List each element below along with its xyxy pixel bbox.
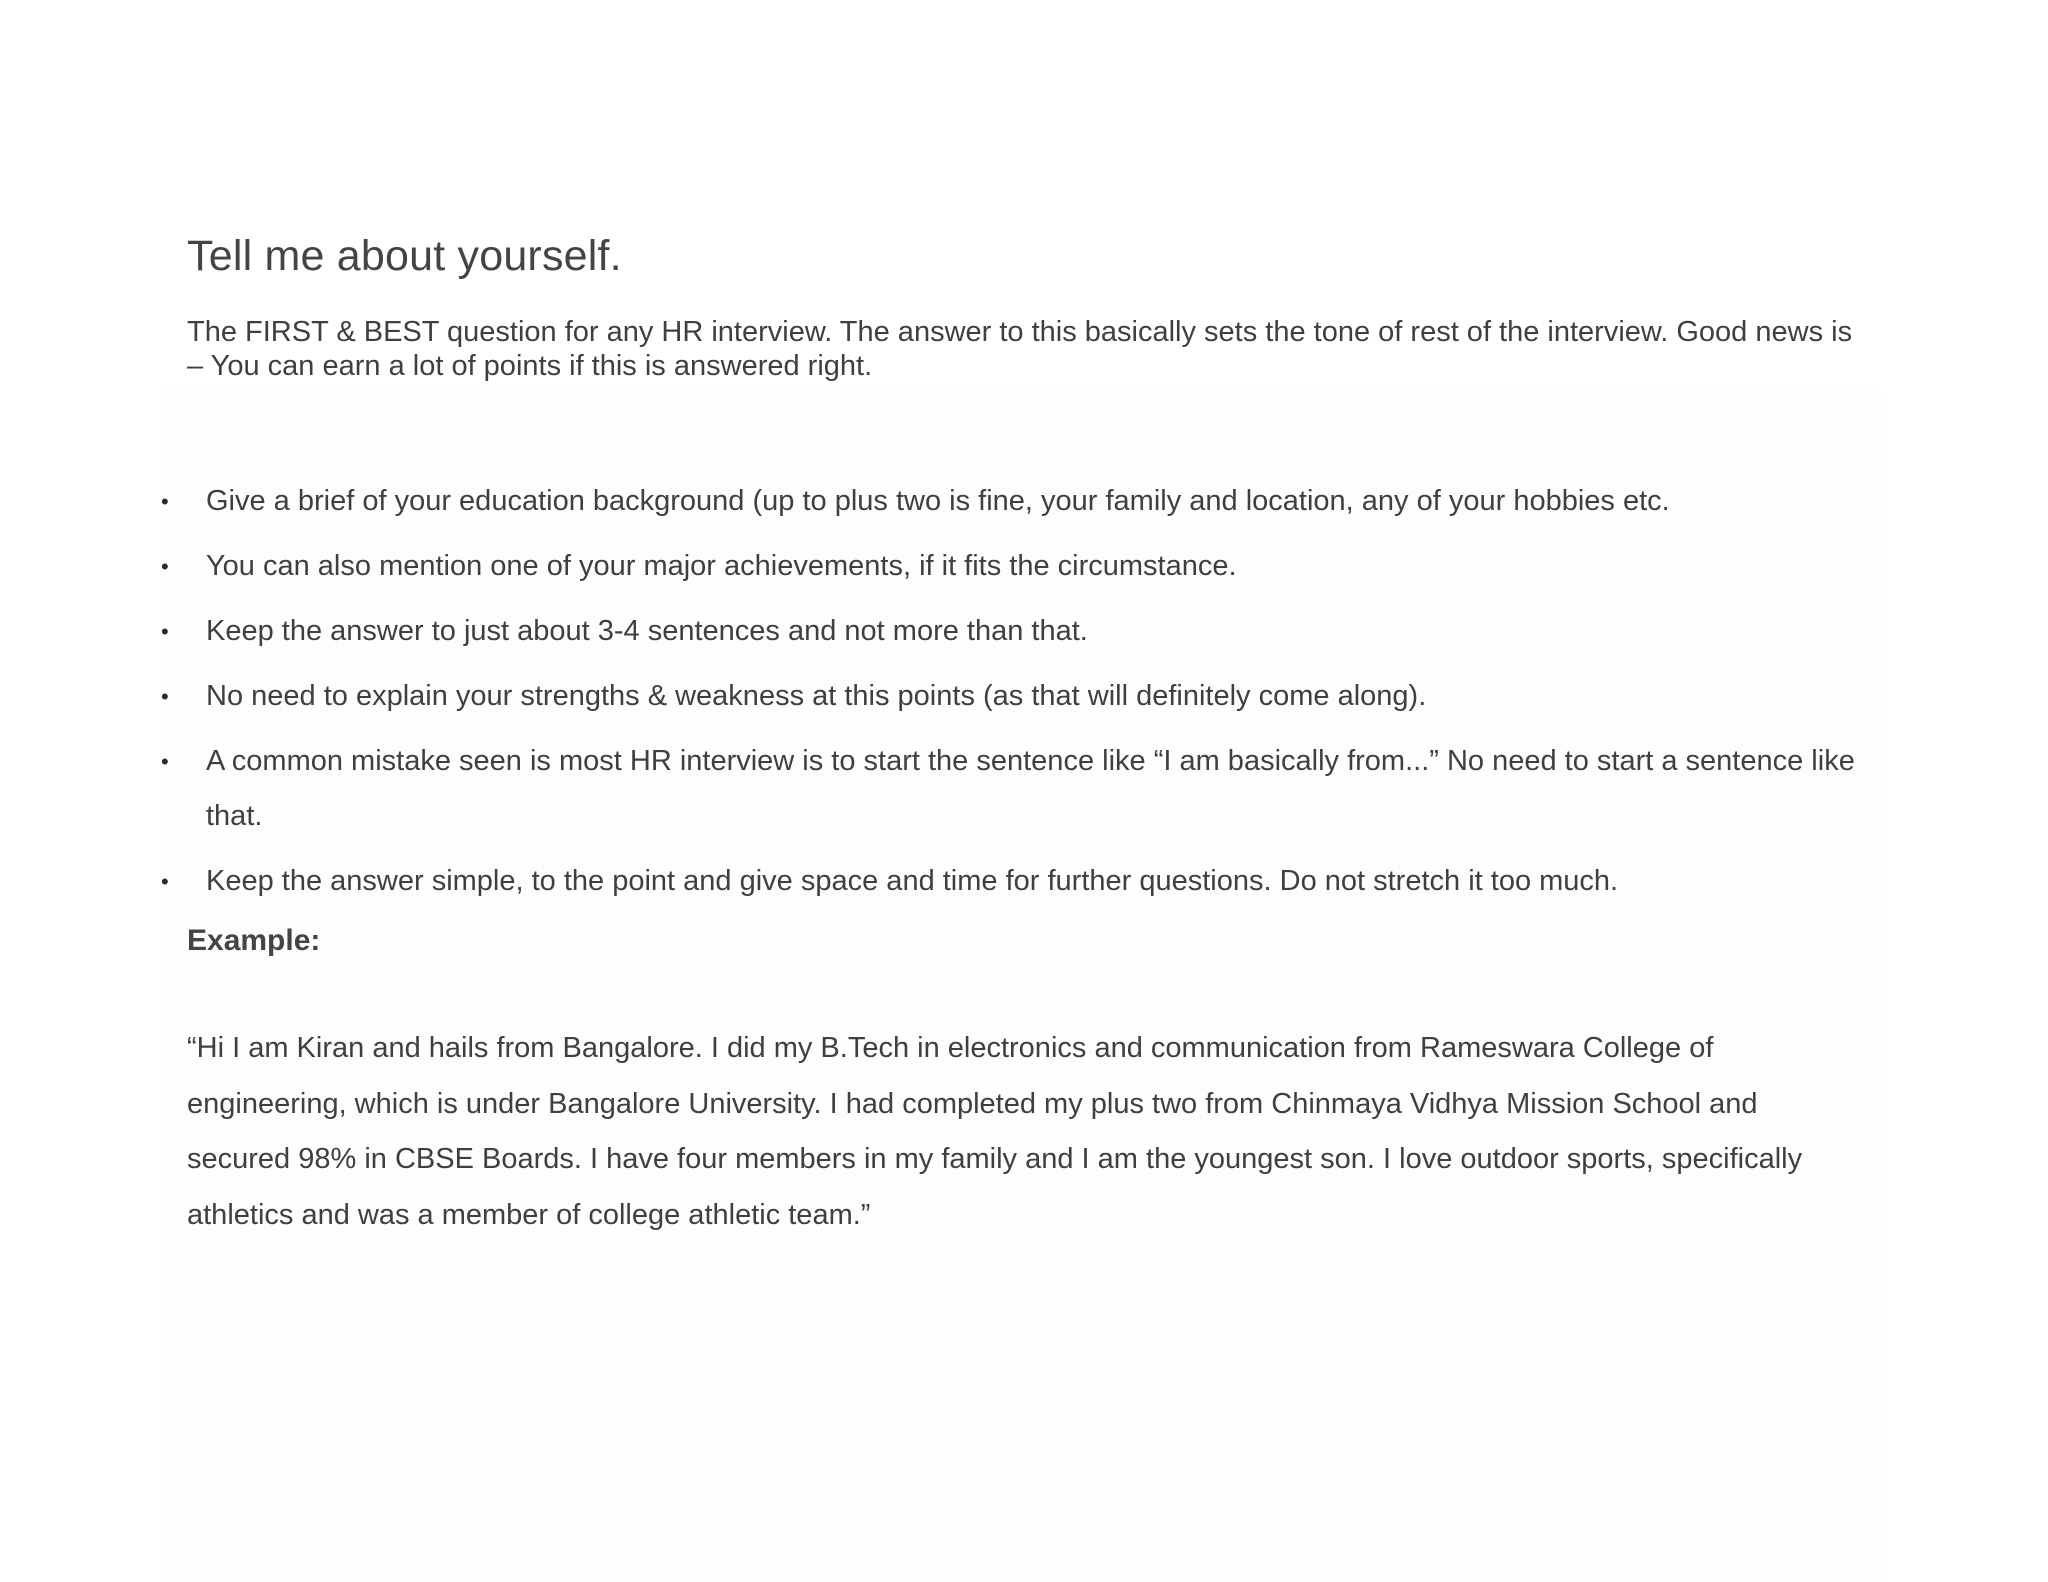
tip-text: A common mistake seen is most HR interview is to start the sentence like “I am basically from...” No need to start a sentence like that. [206,745,1855,832]
intro-paragraph: The FIRST & BEST question for any HR interview. The answer to this basically sets the tone of rest of the interview. Good news is – You can earn a lot of points if this is answered right. [187,316,1853,382]
tip-text: No need to explain your strengths & weakness at this points (as that will definitely come along). [206,680,1427,712]
tip-text: You can also mention one of your major achievements, if it fits the circumstance. [206,550,1237,582]
list-item [161,669,1867,724]
tip-text: Give a brief of your education background (up to plus two is fine, your family and location, any of your hobbies etc. [206,485,1670,517]
list-item [161,734,1867,844]
example-paragraph: “Hi I am Kiran and hails from Bangalore. I did my B.Tech in electronics and communication from Rameswara College of engineering, which is under Bangalore University. I had completed my plus two from Chinmaya Vidhya Mission School and secured 98% in CBSE Boards. I have four members in my family and I am the youngest son. I love outdoor sports, specifically athletics and was a member of college athletic team.” [187,1032,1803,1231]
bullet-icon: • [161,684,169,709]
page-title: Tell me about yourself. [187,232,622,280]
bullet-icon: • [161,554,169,579]
tip-text: Keep the answer to just about 3-4 sentences and not more than that. [206,615,1088,647]
tip-text: Keep the answer simple, to the point and give space and time for further questions. Do not stretch it too much. [206,865,1619,897]
list-item [161,604,1867,659]
list-item [161,539,1867,594]
bullet-icon: • [161,749,169,774]
bullet-icon: • [161,869,169,894]
list-item [161,854,1867,909]
bullet-icon: • [161,489,169,514]
bullet-icon: • [161,619,169,644]
tips-list [161,474,1867,919]
list-item [161,474,1867,529]
example-heading: Example: [187,924,321,957]
